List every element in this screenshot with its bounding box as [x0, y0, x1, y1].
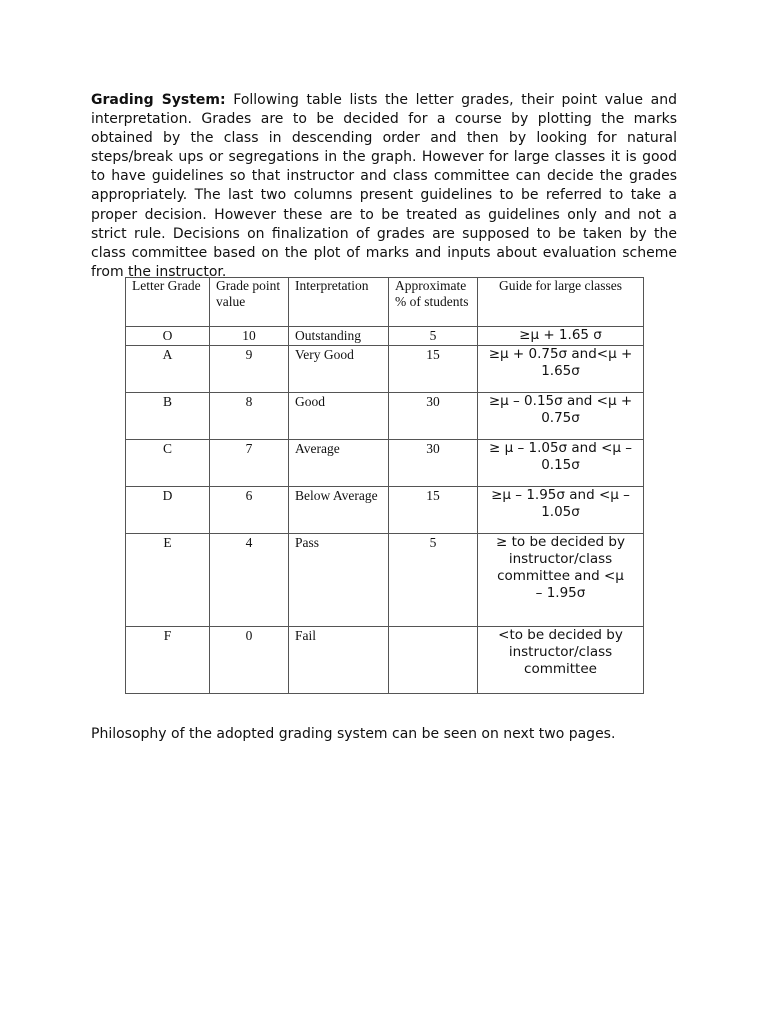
cell-guide: <to be decided by instructor/class committee: [478, 627, 644, 694]
intro-text: Following table lists the letter grades, their point value and interpretation. Grades are to be decided for a course by plotting the marks obtained by the class in descending order and then by looking for natural steps/break ups or segregations in the graph. However for large classes it is good to have guidelines so that instructor and class committee can decide the grades appropriately. The last two columns present guidelines to be referred to take a proper decision. However these are to be treated as guidelines only and not a strict rule. Decisions on finalization of grades are supposed to be taken by the class committee based on the plot of marks and inputs about evaluation scheme from the instructor.: [91, 92, 677, 280]
closing-paragraph: Philosophy of the adopted grading system can be seen on next two pages.: [91, 726, 616, 742]
cell-interp: Fail: [289, 627, 389, 694]
cell-approx: 5: [389, 534, 478, 627]
cell-guide: ≥μ – 1.95σ and <μ – 1.05σ: [478, 487, 644, 534]
cell-point: 8: [210, 393, 289, 440]
cell-letter: F: [126, 627, 210, 694]
cell-interp: Average: [289, 440, 389, 487]
cell-guide: ≥μ + 1.65 σ: [478, 327, 644, 346]
cell-approx: [389, 627, 478, 694]
cell-interp: Pass: [289, 534, 389, 627]
cell-point: 9: [210, 346, 289, 393]
table-row: [126, 346, 644, 393]
cell-letter: E: [126, 534, 210, 627]
table-row: [126, 487, 644, 534]
header-grade-point: Grade point value: [210, 278, 289, 327]
table-row: [126, 534, 644, 627]
cell-guide: ≥μ – 0.15σ and <μ + 0.75σ: [478, 393, 644, 440]
cell-approx: 15: [389, 487, 478, 534]
cell-approx: 5: [389, 327, 478, 346]
header-guide: Guide for large classes: [478, 278, 644, 327]
cell-letter: C: [126, 440, 210, 487]
cell-point: 7: [210, 440, 289, 487]
cell-point: 6: [210, 487, 289, 534]
cell-point: 10: [210, 327, 289, 346]
cell-letter: B: [126, 393, 210, 440]
cell-point: 0: [210, 627, 289, 694]
cell-guide: ≥ μ – 1.05σ and <μ – 0.15σ: [478, 440, 644, 487]
cell-point: 4: [210, 534, 289, 627]
cell-interp: Good: [289, 393, 389, 440]
header-interpretation: Interpretation: [289, 278, 389, 327]
cell-interp: Below Average: [289, 487, 389, 534]
grades-table: [125, 277, 644, 694]
cell-guide: ≥ to be decided by instructor/class committee and <μ – 1.95σ: [478, 534, 644, 627]
header-letter-grade: Letter Grade: [126, 278, 210, 327]
cell-interp: Outstanding: [289, 327, 389, 346]
table-row: [126, 393, 644, 440]
cell-letter: D: [126, 487, 210, 534]
cell-guide: ≥μ + 0.75σ and<μ + 1.65σ: [478, 346, 644, 393]
cell-letter: A: [126, 346, 210, 393]
cell-interp: Very Good: [289, 346, 389, 393]
intro-heading: Grading System:: [91, 92, 226, 108]
table-header-row: [126, 278, 644, 327]
cell-letter: O: [126, 327, 210, 346]
table-row: [126, 327, 644, 346]
intro-paragraph: [91, 91, 677, 282]
cell-approx: 15: [389, 346, 478, 393]
header-approximate: Approximate % of students: [389, 278, 478, 327]
cell-approx: 30: [389, 393, 478, 440]
cell-approx: 30: [389, 440, 478, 487]
table-row: [126, 627, 644, 694]
table-row: [126, 440, 644, 487]
